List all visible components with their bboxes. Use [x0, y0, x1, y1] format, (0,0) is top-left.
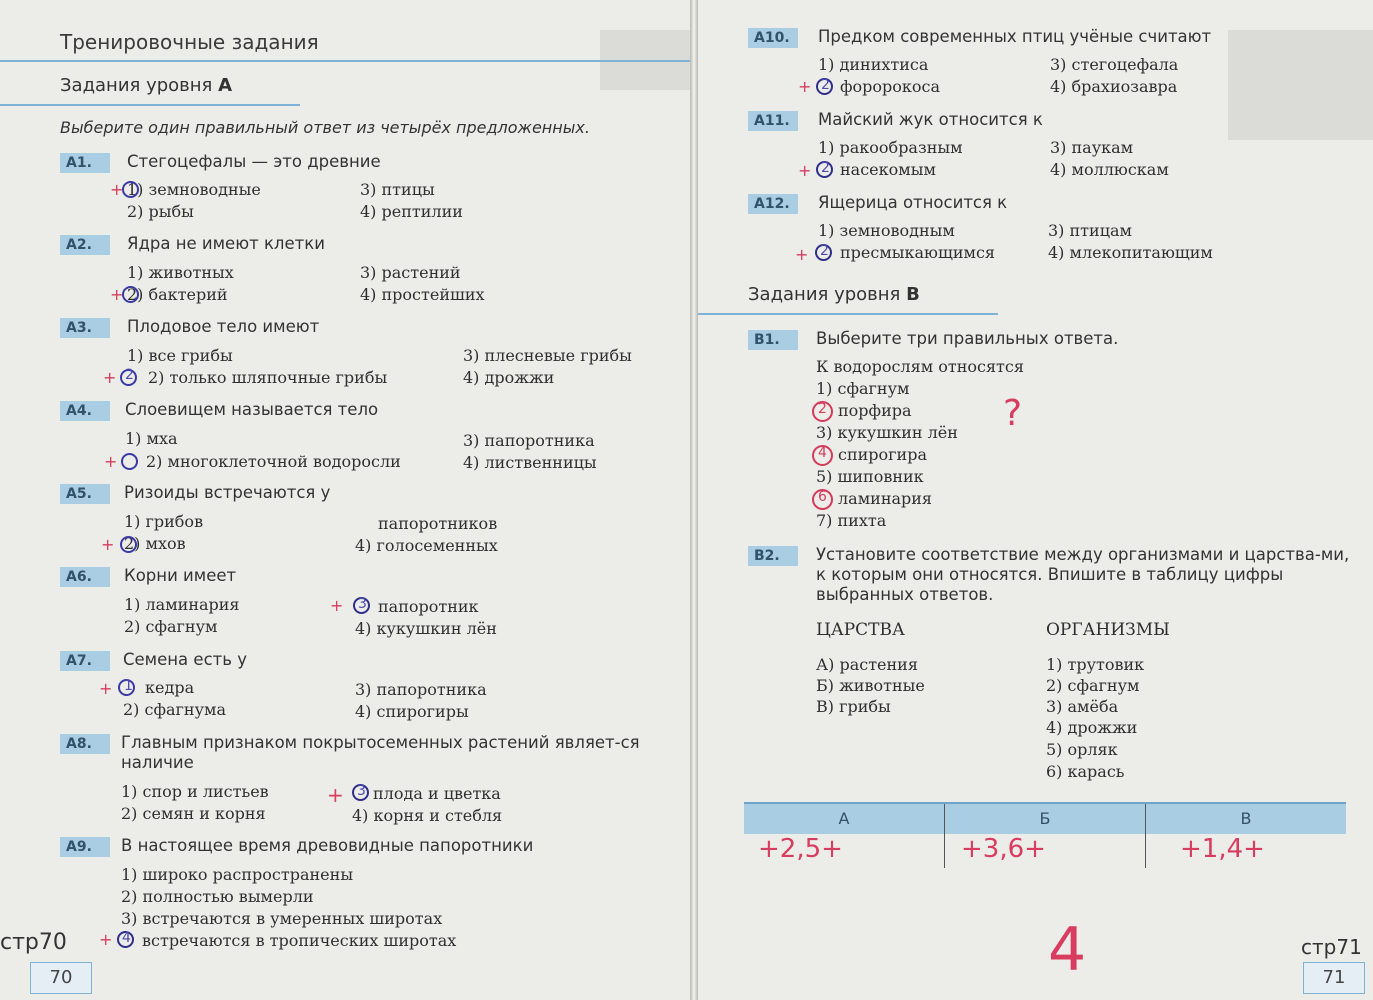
- option[interactable]: 2) полностью вымерли: [121, 887, 314, 906]
- answer-cell[interactable]: [744, 834, 945, 868]
- option[interactable]: 1) ракообразным: [818, 138, 963, 157]
- level-a-rule: [0, 104, 300, 106]
- page-number: 71: [1303, 962, 1365, 994]
- kingdom-item: Б) животные: [816, 676, 925, 695]
- level-b-text: Задания уровня: [748, 284, 901, 305]
- option[interactable]: 3) плесневые грибы: [463, 346, 632, 365]
- organism-item: 1) трутовик: [1046, 655, 1145, 674]
- option[interactable]: 3) птицы: [360, 180, 435, 199]
- organism-item: 3) амёба: [1046, 697, 1119, 716]
- instruction: Выберите один правильный ответ из четырёх предложенных.: [60, 118, 590, 137]
- answer-table-header: [744, 802, 1346, 834]
- answer-digit: 6: [818, 489, 827, 505]
- answer-cell[interactable]: [945, 834, 1146, 868]
- level-a-letter: А: [218, 75, 233, 96]
- option[interactable]: 4) рептилии: [360, 202, 463, 221]
- option[interactable]: 3) папоротника: [463, 431, 595, 450]
- handwritten-answer: +2,5+: [758, 834, 843, 864]
- plus-mark: +: [798, 161, 812, 180]
- option[interactable]: 4) корня и стебля: [352, 806, 503, 825]
- question-label: A4.: [60, 401, 110, 421]
- option[interactable]: 4) млекопитающим: [1048, 243, 1213, 262]
- option[interactable]: 3) папоротника: [355, 680, 487, 699]
- option[interactable]: 1) все грибы: [127, 346, 233, 365]
- answer-digit: 2: [818, 401, 827, 417]
- b1-intro: К водорослям относятся: [816, 357, 1024, 376]
- answer-cell[interactable]: [1146, 834, 1346, 868]
- option[interactable]: спирогира: [838, 445, 927, 464]
- answer-circle: [122, 181, 139, 198]
- question-label: A9.: [60, 837, 110, 857]
- option[interactable]: порфира: [838, 401, 912, 420]
- question-label: A5.: [60, 484, 110, 504]
- right-page: [698, 0, 1373, 1000]
- section-title: Тренировочные задания: [60, 30, 319, 54]
- option[interactable]: форорокоса: [840, 77, 941, 96]
- answer-digit: 2: [821, 77, 830, 93]
- option[interactable]: встречаются в тропических широтах: [142, 931, 457, 950]
- answer-digit: 2: [821, 160, 830, 176]
- answer-digit: 3: [358, 596, 367, 612]
- option[interactable]: 7) пихта: [816, 511, 887, 530]
- question-text: Выберите три правильных ответа.: [816, 329, 1119, 348]
- option[interactable]: 4) кукушкин лён: [355, 619, 497, 638]
- kingdoms-title: ЦАРСТВА: [816, 620, 905, 640]
- option[interactable]: 3) паукам: [1050, 138, 1134, 157]
- option[interactable]: 1) широко распространены: [121, 865, 354, 884]
- plus-mark: +: [104, 452, 118, 471]
- organism-item: 6) карась: [1046, 762, 1125, 781]
- level-a-title: [60, 75, 232, 96]
- answer-digit: 2: [820, 243, 829, 259]
- option[interactable]: 2) сфагнум: [124, 617, 218, 636]
- answer-circle: [122, 286, 139, 303]
- plus-mark: +: [110, 285, 124, 304]
- plus-mark: +: [795, 245, 809, 264]
- option[interactable]: кедра: [145, 678, 195, 697]
- question-label: A11.: [748, 111, 798, 131]
- level-a-text: Задания уровня: [60, 75, 213, 96]
- handwritten-answer: +3,6+: [961, 834, 1046, 864]
- plus-mark: +: [330, 596, 344, 615]
- answer-digit: 4: [122, 930, 131, 946]
- option[interactable]: 1) мха: [125, 429, 178, 448]
- option[interactable]: 4) брахиозавра: [1050, 77, 1178, 96]
- option[interactable]: 3) растений: [360, 263, 461, 282]
- option[interactable]: 1) грибов: [124, 512, 204, 531]
- option[interactable]: папоротников: [378, 514, 498, 533]
- answer-digit: 1: [124, 678, 133, 694]
- question-text: Стегоцефалы — это древние: [127, 152, 381, 171]
- question-text: Главным признаком покрытосеменных растений являет-ся наличие: [121, 733, 640, 772]
- option[interactable]: 2) рыбы: [127, 202, 194, 221]
- question-text: Ядра не имеют клетки: [127, 234, 325, 253]
- option[interactable]: 2) только шляпочные грибы: [148, 368, 388, 387]
- answer-digit: 2: [125, 367, 134, 383]
- plus-mark: +: [99, 679, 113, 698]
- plus-mark: +: [110, 180, 124, 199]
- question-mark: ?: [1003, 393, 1023, 434]
- option[interactable]: 4) дрожжи: [463, 368, 555, 387]
- answer-table-row: [744, 834, 1346, 868]
- plus-mark: +: [327, 783, 344, 807]
- option[interactable]: 2) бактерий: [127, 285, 228, 304]
- answer-circle: [121, 453, 138, 470]
- organisms-title: ОРГАНИЗМЫ: [1046, 620, 1170, 640]
- handwritten-answer: +1,4+: [1180, 834, 1265, 864]
- option[interactable]: папоротник: [378, 597, 479, 616]
- option[interactable]: 1) земноводные: [127, 180, 261, 199]
- option[interactable]: 3) встречаются в умеренных широтах: [121, 909, 443, 928]
- option[interactable]: 5) шиповник: [816, 467, 924, 486]
- corner-scribble: стр70: [0, 930, 67, 955]
- bleed-through: [1228, 30, 1373, 140]
- option[interactable]: 1) животных: [127, 263, 234, 282]
- option[interactable]: пресмыкающимся: [840, 243, 996, 262]
- table-header-cell: А: [744, 804, 945, 834]
- question-label: A1.: [60, 153, 110, 173]
- question-label: A10.: [748, 28, 798, 48]
- option[interactable]: 2) мхов: [124, 534, 186, 553]
- answer-table: [744, 802, 1346, 868]
- plus-mark: +: [103, 368, 117, 387]
- level-b-title: [748, 284, 920, 305]
- answer-circle: [120, 536, 137, 553]
- question-label: A8.: [60, 734, 110, 754]
- question-text: Установите соответствие между организмами и царства-ми, к которым они относятся. Впишите в таблицу цифры выбранных ответов.: [816, 545, 1350, 604]
- question-text: Семена есть у: [123, 650, 247, 669]
- question-text: Плодовое тело имеют: [127, 317, 320, 336]
- option[interactable]: 1) спор и листьев: [121, 782, 269, 801]
- grade-mark: 4: [1048, 915, 1087, 985]
- plus-mark: +: [99, 930, 113, 949]
- kingdom-item: В) грибы: [816, 697, 891, 716]
- option[interactable]: плода и цветка: [373, 784, 501, 803]
- option[interactable]: 3) стегоцефала: [1050, 55, 1179, 74]
- table-header-cell: Б: [945, 804, 1146, 834]
- option[interactable]: 4) спирогиры: [355, 702, 469, 721]
- option[interactable]: насекомым: [840, 160, 936, 179]
- option[interactable]: 2) семян и корня: [121, 804, 266, 823]
- book-spine: [690, 0, 698, 1000]
- question-label: A6.: [60, 567, 110, 587]
- option[interactable]: 4) моллюскам: [1050, 160, 1169, 179]
- page-number: 70: [30, 962, 92, 994]
- option[interactable]: 3) кукушкин лён: [816, 423, 958, 442]
- option[interactable]: 2) многоклеточной водоросли: [146, 452, 401, 471]
- answer-digit: 4: [818, 445, 827, 461]
- question-label: B1.: [748, 330, 798, 350]
- option[interactable]: ламинария: [838, 489, 933, 508]
- option[interactable]: 3) птицам: [1048, 221, 1132, 240]
- question-text: Слоевищем называется тело: [125, 400, 379, 419]
- title-rule: [0, 60, 690, 62]
- question-text: Ризоиды встречаются у: [124, 483, 331, 502]
- question-text: В настоящее время древовидные папоротники: [121, 836, 534, 855]
- option[interactable]: 1) динихтиса: [818, 55, 929, 74]
- option[interactable]: 1) земноводным: [818, 221, 955, 240]
- question-label: A12.: [748, 194, 798, 214]
- question-text: Майский жук относится к: [818, 110, 1043, 129]
- option[interactable]: 1) сфагнум: [816, 379, 910, 398]
- level-b-rule: [698, 313, 998, 315]
- question-label: A2.: [60, 235, 110, 255]
- option[interactable]: 1) ламинария: [124, 595, 240, 614]
- question-label: B2.: [748, 546, 798, 566]
- corner-scribble: стр71: [1301, 935, 1362, 959]
- table-header-cell: В: [1240, 809, 1252, 828]
- question-text: Ящерица относится к: [818, 193, 1008, 212]
- question-label: A3.: [60, 318, 110, 338]
- question-text: Корни имеет: [124, 566, 237, 585]
- plus-mark: +: [798, 77, 812, 96]
- question-label: A7.: [60, 651, 110, 671]
- organism-item: 5) орляк: [1046, 740, 1118, 759]
- answer-digit: 3: [357, 783, 366, 799]
- question-text: Предком современных птиц учёные считают: [818, 27, 1212, 46]
- option[interactable]: 4) лиственницы: [463, 453, 597, 472]
- kingdom-item: А) растения: [816, 655, 918, 674]
- organism-item: 4) дрожжи: [1046, 718, 1138, 737]
- organism-item: 2) сфагнум: [1046, 676, 1140, 695]
- level-b-letter: В: [906, 284, 920, 305]
- option[interactable]: 4) голосеменных: [355, 536, 498, 555]
- option[interactable]: 2) сфагнума: [123, 700, 226, 719]
- option[interactable]: 4) простейших: [360, 285, 485, 304]
- plus-mark: +: [101, 535, 115, 554]
